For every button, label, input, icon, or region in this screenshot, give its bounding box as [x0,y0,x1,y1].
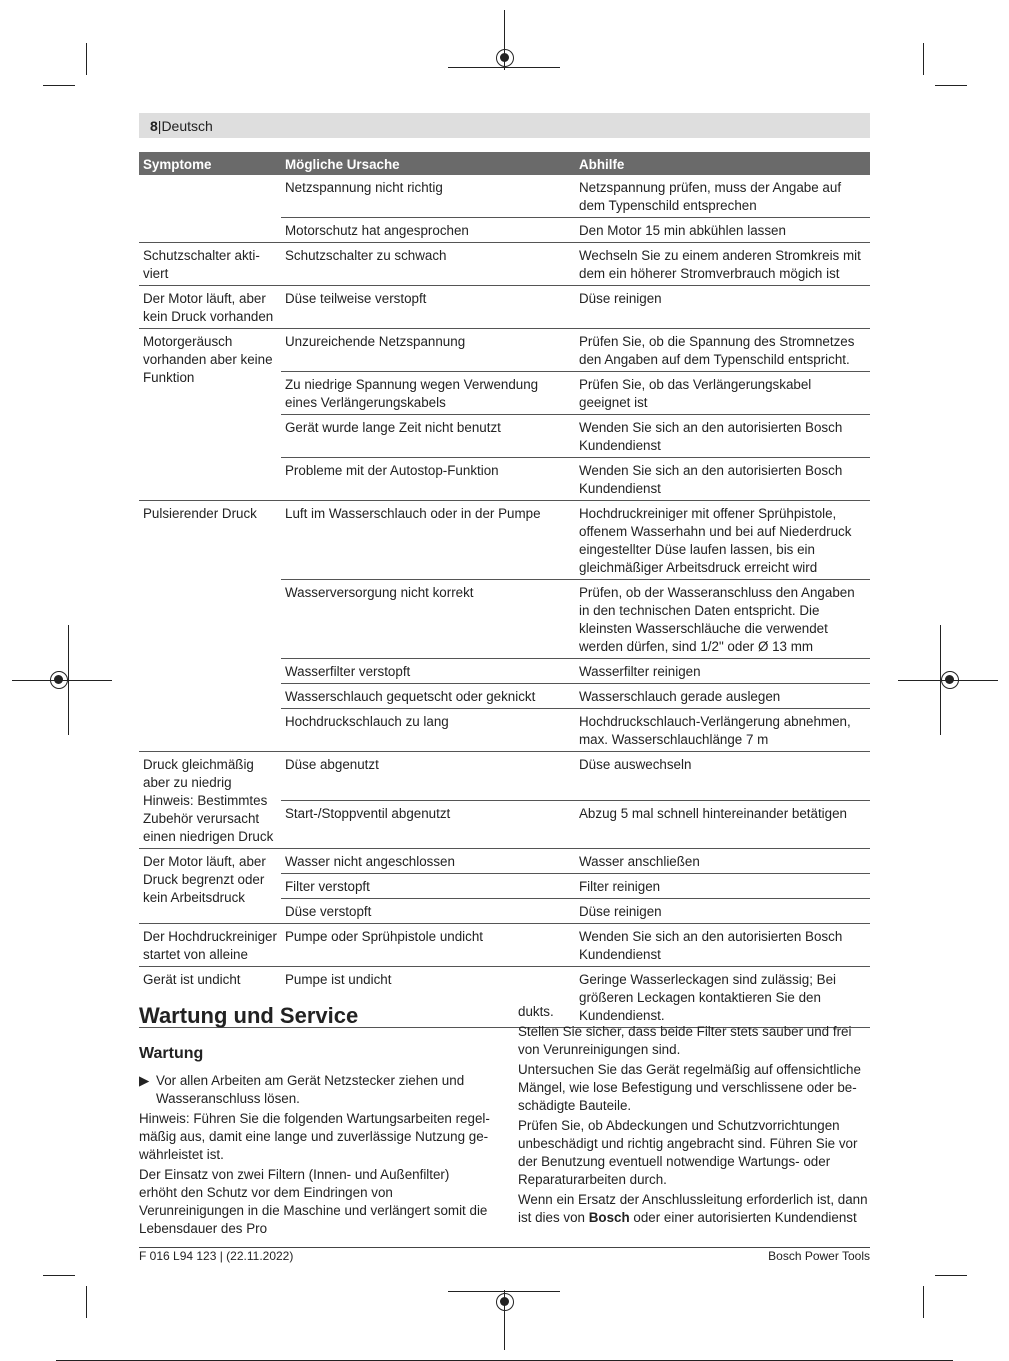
remedy-cell: Prüfen, ob der Wasseranschluss den Angaben in den technischen Daten entspricht. Die kleinsten Wasserschläuche die verwendet werden dürfen, sind 1/2" oder Ø 13 mm [575,580,870,659]
crop-mark [86,43,87,75]
crop-mark [86,1286,87,1318]
cause-cell: Schutzschalter zu schwach [281,243,575,286]
cause-cell: Luft im Wasserschlauch oder in der Pumpe [281,501,575,580]
symptom-cell: Pulsierender Druck [139,501,281,752]
cause-cell: Wasserfilter verstopft [281,659,575,684]
table-header-row [139,152,870,175]
crop-mark [935,85,967,86]
remedy-cell: Düse reinigen [575,286,870,329]
symptom-cell: Der Motor läuft, aber Druck begrenzt oder kein Arbeitsdruck [139,849,281,924]
cause-cell: Düse teilweise verstopft [281,286,575,329]
section-title: Wartung und Service [139,1003,359,1028]
cause-cell: Pumpe ist undicht [281,967,575,1028]
brand-name: Bosch [588,1210,630,1225]
column-header: Abhilfe [575,152,870,175]
bullet-text: Vor allen Arbeiten am Gerät Netzstecker ziehen und Wasseranschluss lösen. [156,1073,465,1106]
registration-target-icon [496,1293,514,1311]
paragraph: dukts. [518,1004,554,1019]
crop-mark [43,85,75,86]
page-number: 8 [150,118,158,134]
troubleshooting-table [139,152,870,1028]
cause-cell: Probleme mit der Autostop-Funktion [281,458,575,501]
remedy-cell: Wenden Sie sich an den autorisierten Bosch Kundendienst [575,415,870,458]
left-column [139,1072,491,1240]
column-header: Symptome [139,152,281,175]
crop-mark [923,1286,924,1318]
remedy-cell: Wenden Sie sich an den autorisierten Bosch Kundendienst [575,924,870,967]
crop-mark [935,1275,967,1276]
footer-doc-id: F 016 L94 123 | (22.11.2022) [139,1249,294,1263]
table-row [139,175,870,218]
remedy-cell: Geringe Wasserleckagen sind zulässig; Bei größeren Leckagen kontaktieren Sie den Kundendienst. [575,967,870,1028]
bullet-triangle-icon: ▶ [139,1073,150,1088]
bullet-item [139,1072,491,1108]
remedy-cell: Wasserfilter reinigen [575,659,870,684]
symptom-cell: Der Motor läuft, aber kein Druck vorhanden [139,286,281,329]
remedy-cell: Wasser anschließen [575,849,870,874]
paragraph: Stellen Sie sicher, dass beide Filter stets sauber und frei von Verunreinigungen sind. [518,1024,852,1057]
registration-target-icon [50,671,68,689]
paragraph: Der Einsatz von zwei Filtern (Innen- und Außenfilter) erhöht den Schutz vor dem Eindringen von Verunreinigungen in die Maschine und verlängert somit die Lebensdauer des Pro [139,1167,488,1236]
table-body [139,175,870,1028]
symptom-cell: Druck gleichmäßig aber zu niedrig Hinweis: Bestimmtes Zubehör verursacht einen niedrigen Druck [139,752,281,849]
cause-cell: Motorschutz hat angesprochen [281,218,575,243]
remedy-cell: Düse reinigen [575,899,870,924]
table-row [139,849,870,874]
cause-cell: Hochdruckschlauch zu lang [281,709,575,752]
header-language: Deutsch [161,118,213,134]
paragraph: Prüfen Sie, ob Abdeckungen und Schutzvorrichtungen unbeschädigt und richtig angebracht sind. Führen Sie vor der Benutzung eventuell notwendige Wartungs- oder Reparaturarbeiten durch. [518,1118,858,1187]
symptom-cell [139,175,281,243]
crop-mark [923,43,924,75]
paragraph [518,1191,870,1227]
remedy-cell: Wechseln Sie zu einem anderen Stromkreis mit dem ein höherer Stromverbrauch mögich ist [575,243,870,286]
remedy-cell: Hochdruckreiniger mit offener Sprühpistole, offenem Wasserhahn und bei auf Niederdruck eingestellter Düse laufen lassen, bis ein gleichmäßiger Arbeitsdruck erreicht wird [575,501,870,580]
cause-cell: Netzspannung nicht richtig [285,180,443,195]
cause-cell: Düse verstopft [281,899,575,924]
table-row [139,286,870,329]
remedy-cell: Hochdruckschlauch-Verlängerung abnehmen, max. Wasserschlauchlänge 7 m [575,709,870,752]
paragraph-text: Wenn ein Ersatz der Anschlussleitung erforderlich ist, dann ist dies von [518,1192,868,1225]
cause-cell: Düse abgenutzt [281,752,575,801]
remedy-cell: Den Motor 15 min abkühlen lassen [575,218,870,243]
cause-cell: Wasser nicht angeschlossen [281,849,575,874]
remedy-cell: Abzug 5 mal schnell hintereinander betätigen [575,800,870,849]
table-row [139,243,870,286]
remedy-cell: Prüfen Sie, ob die Spannung des Stromnetzes den Angaben auf dem Typenschild entspricht. [575,329,870,372]
registration-target-icon [941,671,959,689]
symptom-cell: Der Hochdruckreiniger startet von alleine [139,924,281,967]
page-header [139,113,870,138]
remedy-cell: Filter reinigen [575,874,870,899]
remedy-cell: Netzspannung prüfen, muss der Angabe auf dem Typenschild entsprechen [579,180,842,213]
footer-brand: Bosch Power Tools [768,1249,870,1263]
remedy-cell: Düse auswechseln [575,752,870,801]
table-row [139,924,870,967]
remedy-cell: Prüfen Sie, ob das Verlängerungskabel geeignet ist [575,372,870,415]
cause-cell: Gerät wurde lange Zeit nicht benutzt [281,415,575,458]
cause-cell: Start-/Stoppventil abgenutzt [281,800,575,849]
remedy-cell: Wenden Sie sich an den autorisierten Bosch Kundendienst [575,458,870,501]
paragraph-text: oder einer autorisierten Kundendienst [629,1210,857,1225]
symptom-cell: Schutzschalter aktiviert [139,243,281,286]
subsection-title: Wartung [139,1045,204,1062]
registration-target-icon [496,49,514,67]
symptom-cell: Gerät ist undicht [139,967,281,1028]
column-header: Mögliche Ursache [281,152,575,175]
symptom-cell: Motorgeräusch vorhanden aber keine Funktion [139,329,281,501]
cause-cell: Filter verstopft [281,874,575,899]
table-row [139,329,870,372]
paragraph: Untersuchen Sie das Gerät regelmäßig auf offensichtliche Mängel, wie lose Befestigung und verschlissene oder beschädigte Bauteile. [518,1062,861,1113]
paragraph: Hinweis: Führen Sie die folgenden Wartungsarbeiten regelmäßig aus, damit eine lange und zuverlässige Nutzung gewährleistet ist. [139,1111,490,1162]
header-separator: | [157,118,162,134]
page-number-label [150,118,213,134]
cause-cell: Pumpe oder Sprühpistole undicht [281,924,575,967]
table-row [139,501,870,580]
registration-line [448,67,560,68]
cause-cell: Wasserversorgung nicht korrekt [281,580,575,659]
cause-cell: Zu niedrige Spannung wegen Verwendung eines Verlängerungskabels [281,372,575,415]
cause-cell: Unzureichende Netzspannung [281,329,575,372]
footer-divider [139,1247,870,1248]
right-column [518,1003,870,1229]
cause-cell: Wasserschlauch gequetscht oder geknickt [281,684,575,709]
remedy-cell: Wasserschlauch gerade auslegen [575,684,870,709]
registration-line [448,1291,560,1292]
crop-mark [43,1275,75,1276]
table-row [139,752,870,801]
